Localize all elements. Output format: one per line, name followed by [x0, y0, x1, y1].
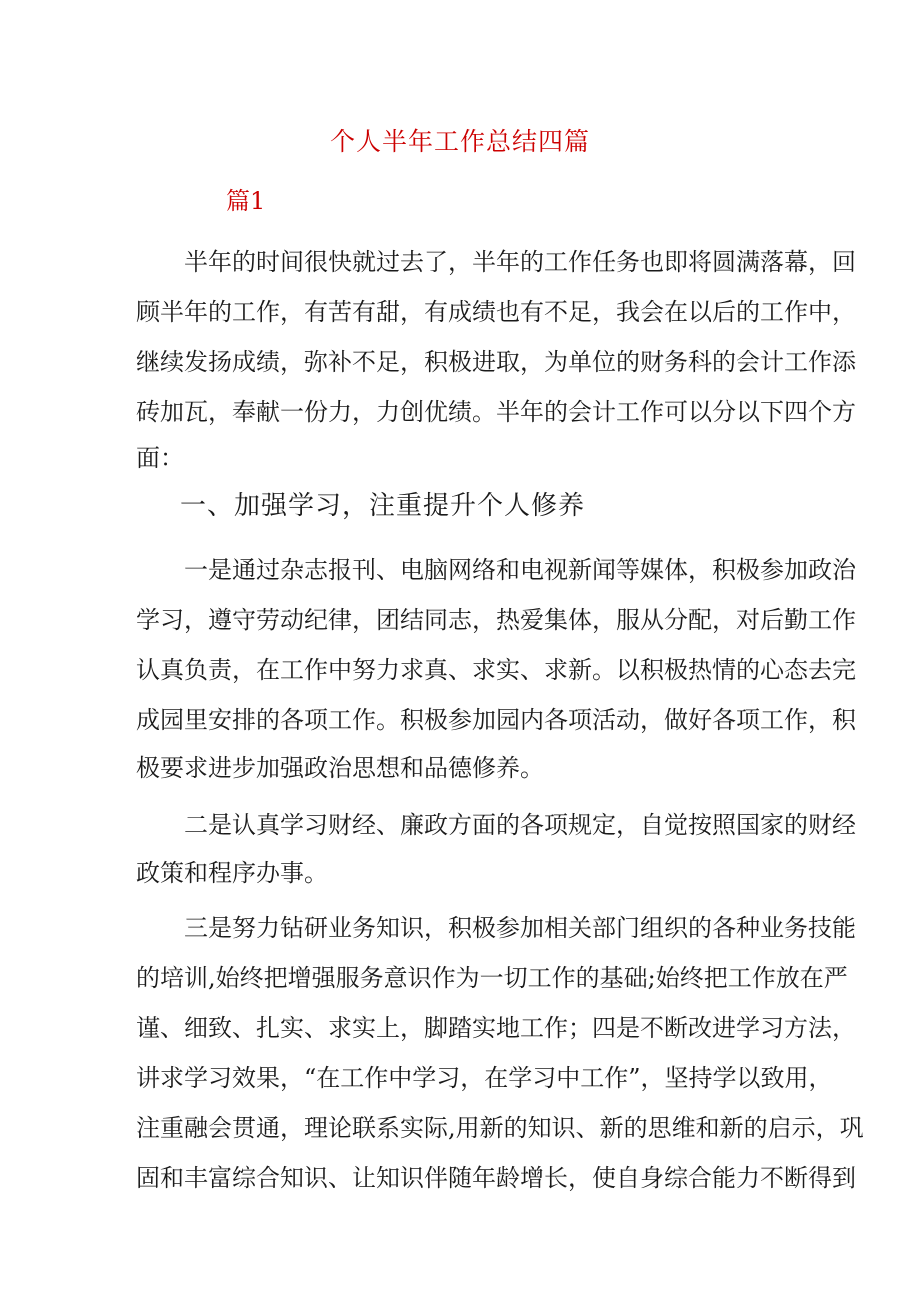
paragraph-1-line-3: 继续发扬成绩，弥补不足，积极进取，为单位的财务科的会计工作添	[136, 348, 856, 376]
paragraph-4-line-1: 三是努力钻研业务知识，积极参加相关部门组织的各种业务技能	[184, 914, 856, 942]
paragraph-3-line-2: 政策和程序办事。	[136, 859, 328, 887]
section-label: 篇1	[226, 187, 266, 215]
section-heading: 一、加强学习，注重提升个人修养	[180, 491, 586, 521]
paragraph-1-line-4: 砖加瓦，奉献一份力，力创优绩。半年的会计工作可以分以下四个方	[136, 398, 856, 426]
paragraph-1-line-5: 面：	[136, 444, 184, 472]
paragraph-1-line-1: 半年的时间很快就过去了，半年的工作任务也即将圆满落幕，回	[184, 248, 856, 276]
paragraph-4-line-2: 的培训,始终把增强服务意识作为一切工作的基础;始终把工作放在严	[136, 964, 848, 992]
paragraph-2-line-3: 认真负责，在工作中努力求真、求实、求新。以积极热情的心态去完	[136, 656, 856, 684]
paragraph-3-line-1: 二是认真学习财经、廉政方面的各项规定，自觉按照国家的财经	[184, 811, 856, 839]
paragraph-4-line-5: 注重融会贯通，理论联系实际,用新的知识、新的思维和新的启示，巩	[136, 1114, 864, 1142]
document-title: 个人半年工作总结四篇	[329, 127, 590, 156]
paragraph-2-line-5: 极要求进步加强政治思想和品德修养。	[136, 754, 544, 782]
paragraph-4-line-3: 谨、细致、扎实、求实上，脚踏实地工作；四是不断改进学习方法，	[136, 1014, 856, 1042]
paragraph-1-line-2: 顾半年的工作，有苦有甜，有成绩也有不足，我会在以后的工作中，	[136, 298, 856, 326]
paragraph-2-line-2: 学习，遵守劳动纪律，团结同志，热爱集体，服从分配，对后勤工作	[136, 606, 856, 634]
paragraph-2-line-1: 一是通过杂志报刊、电脑网络和电视新闻等媒体，积极参加政治	[184, 556, 856, 584]
paragraph-2-line-4: 成园里安排的各项工作。积极参加园内各项活动，做好各项工作，积	[136, 706, 856, 734]
paragraph-4-line-6: 固和丰富综合知识、让知识伴随年龄增长，使自身综合能力不断得到	[136, 1164, 856, 1192]
paragraph-4-line-4: 讲求学习效果，“在工作中学习，在学习中工作”，坚持学以致用，	[136, 1064, 833, 1092]
